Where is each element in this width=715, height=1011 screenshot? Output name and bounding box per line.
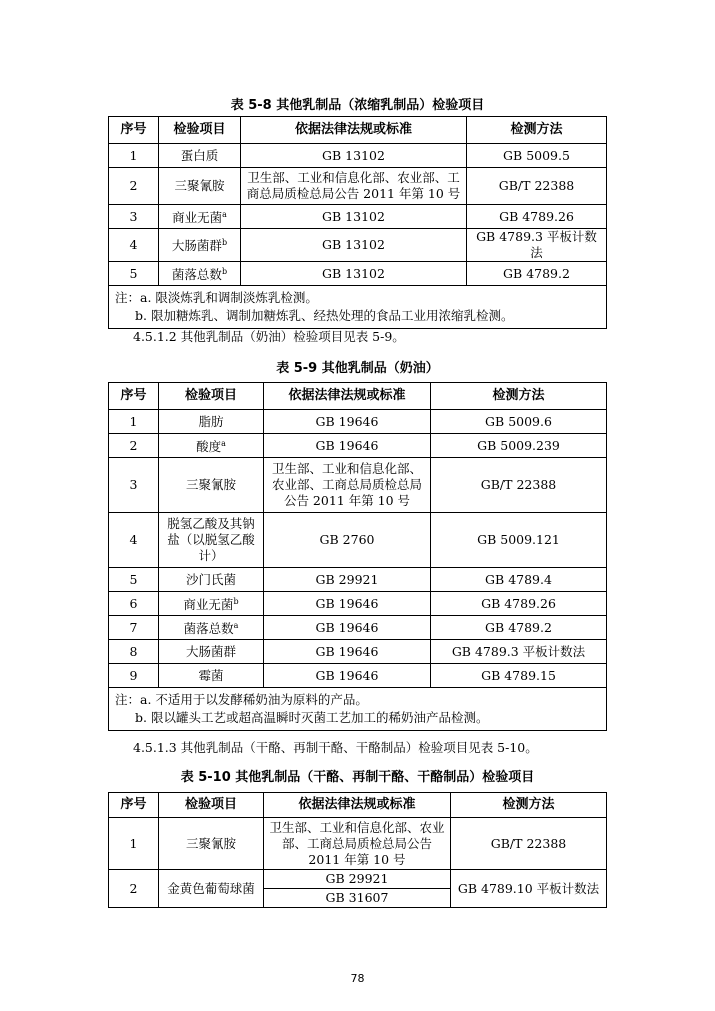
cell-standard: GB 13102 [241, 262, 467, 286]
table-5-10-caption: 表 5-10 其他乳制品（干酪、再制干酪、干酪制品）检验项目 [180, 770, 535, 785]
table-row [109, 229, 607, 262]
cell-item: 三聚氰胺 [159, 168, 241, 205]
cell-no: 8 [109, 640, 159, 664]
cell-method: GB 4789.2 [467, 262, 607, 286]
cell-standard: 卫生部、工业和信息化部、农业部、工商总局质检总局公告 2011 年第 10 号 [264, 458, 431, 513]
cell-no: 4 [109, 513, 159, 568]
table-5-8 [108, 116, 607, 329]
table-row [109, 870, 607, 908]
table-row [109, 818, 607, 870]
cell-method: GB 4789.10 平板计数法 [451, 870, 607, 908]
cell-standard: GB 13102 [241, 229, 467, 262]
cell-standard: GB 13102 [241, 144, 467, 168]
header-no: 序号 [109, 383, 159, 410]
cell-standard: GB 19646 [264, 640, 431, 664]
cell-method: GB 4789.26 [467, 205, 607, 229]
header-item: 检验项目 [159, 117, 241, 144]
header-standard: 依据法律法规或标准 [264, 383, 431, 410]
cell-no: 5 [109, 568, 159, 592]
cell-item: 霉菌 [159, 664, 264, 688]
cell-item: 商业无菌$^a$ [159, 205, 241, 229]
standard-line-1: GB 29921 [264, 870, 450, 889]
note-a: 注：a. 不适用于以发酵稀奶油为原料的产品。 [115, 692, 368, 707]
cell-standard: GB 19646 [264, 410, 431, 434]
cell-no: 7 [109, 616, 159, 640]
header-item: 检验项目 [159, 383, 264, 410]
cell-method: GB 5009.121 [431, 513, 607, 568]
cell-no: 2 [109, 434, 159, 458]
cell-no: 1 [109, 144, 159, 168]
table-row [109, 592, 607, 616]
paragraph-4-5-1-2: 4.5.1.2 其他乳制品（奶油）检验项目见表 5-9。 [133, 329, 405, 344]
cell-item: 菌落总数$^a$ [159, 616, 264, 640]
cell-no: 3 [109, 205, 159, 229]
header-method: 检测方法 [431, 383, 607, 410]
header-no: 序号 [109, 117, 159, 144]
table-row [109, 262, 607, 286]
cell-method: GB 4789.26 [431, 592, 607, 616]
cell-no: 6 [109, 592, 159, 616]
table-notes [109, 688, 607, 731]
cell-standard: GB 19646 [264, 592, 431, 616]
cell-item: 三聚氰胺 [159, 818, 264, 870]
table-5-9 [108, 382, 607, 731]
cell-item: 三聚氰胺 [159, 458, 264, 513]
table-row [109, 568, 607, 592]
cell-standard: GB 29921 [264, 568, 431, 592]
table-row [109, 205, 607, 229]
cell-method: GB 5009.239 [431, 434, 607, 458]
cell-standard: GB 19646 [264, 664, 431, 688]
cell-method: GB/T 22388 [451, 818, 607, 870]
standard-line-2: GB 31607 [325, 890, 389, 905]
table-row [109, 513, 607, 568]
header-item: 检验项目 [159, 793, 264, 818]
cell-no: 4 [109, 229, 159, 262]
cell-method: GB 5009.5 [467, 144, 607, 168]
cell-standard: GB 2760 [264, 513, 431, 568]
cell-method: GB 4789.2 [431, 616, 607, 640]
table-row [109, 144, 607, 168]
paragraph-4-5-1-3: 4.5.1.3 其他乳制品（干酪、再制干酪、干酪制品）检验项目见表 5-10。 [133, 740, 538, 755]
cell-standard: GB 13102 [241, 205, 467, 229]
table-notes [109, 286, 607, 329]
header-no: 序号 [109, 793, 159, 818]
cell-item: 脂肪 [159, 410, 264, 434]
cell-method: GB 4789.3 平板计数法 [467, 229, 607, 262]
cell-item: 沙门氏菌 [159, 568, 264, 592]
header-standard: 依据法律法规或标准 [241, 117, 467, 144]
cell-item: 脱氢乙酸及其钠盐（以脱氢乙酸计） [159, 513, 264, 568]
cell-no: 2 [109, 168, 159, 205]
table-row [109, 168, 607, 205]
cell-method: GB 4789.15 [431, 664, 607, 688]
table-5-10 [108, 792, 607, 908]
table-row [109, 616, 607, 640]
table-5-9-caption: 表 5-9 其他乳制品（奶油） [276, 361, 439, 376]
cell-method: GB/T 22388 [431, 458, 607, 513]
cell-standard: 卫生部、工业和信息化部、农业部、工商总局质检总局公告 2011 年第 10 号 [264, 818, 451, 870]
header-standard: 依据法律法规或标准 [264, 793, 451, 818]
cell-method: GB 4789.3 平板计数法 [431, 640, 607, 664]
table-row [109, 458, 607, 513]
cell-item: 蛋白质 [159, 144, 241, 168]
cell-item: 大肠菌群 [159, 640, 264, 664]
cell-no: 9 [109, 664, 159, 688]
cell-standard: 卫生部、工业和信息化部、农业部、工商总局质检总局公告 2011 年第 10 号 [241, 168, 467, 205]
table-row [109, 640, 607, 664]
cell-item: 商业无菌$^b$ [159, 592, 264, 616]
table-row [109, 664, 607, 688]
header-method: 检测方法 [451, 793, 607, 818]
cell-item: 酸度$^a$ [159, 434, 264, 458]
cell-method: GB/T 22388 [467, 168, 607, 205]
cell-item: 菌落总数$^b$ [159, 262, 241, 286]
page-number: 78 [350, 972, 365, 985]
note-b: b. 限以罐头工艺或超高温瞬时灭菌工艺加工的稀奶油产品检测。 [135, 710, 489, 725]
header-method: 检测方法 [467, 117, 607, 144]
cell-standard: GB 19646 [264, 434, 431, 458]
cell-no: 1 [109, 818, 159, 870]
cell-standard [264, 870, 451, 908]
table-5-8-caption: 表 5-8 其他乳制品（浓缩乳制品）检验项目 [230, 98, 485, 113]
cell-no: 1 [109, 410, 159, 434]
cell-standard: GB 19646 [264, 616, 431, 640]
note-b: b. 限加糖炼乳、调制加糖炼乳、经热处理的食品工业用浓缩乳检测。 [135, 308, 514, 323]
cell-no: 3 [109, 458, 159, 513]
cell-no: 2 [109, 870, 159, 908]
cell-method: GB 4789.4 [431, 568, 607, 592]
cell-method: GB 5009.6 [431, 410, 607, 434]
cell-no: 5 [109, 262, 159, 286]
cell-item: 金黄色葡萄球菌 [159, 870, 264, 908]
table-row [109, 410, 607, 434]
cell-item: 大肠菌群$^b$ [159, 229, 241, 262]
table-row [109, 434, 607, 458]
note-a: 注：a. 限淡炼乳和调制淡炼乳检测。 [115, 290, 318, 305]
